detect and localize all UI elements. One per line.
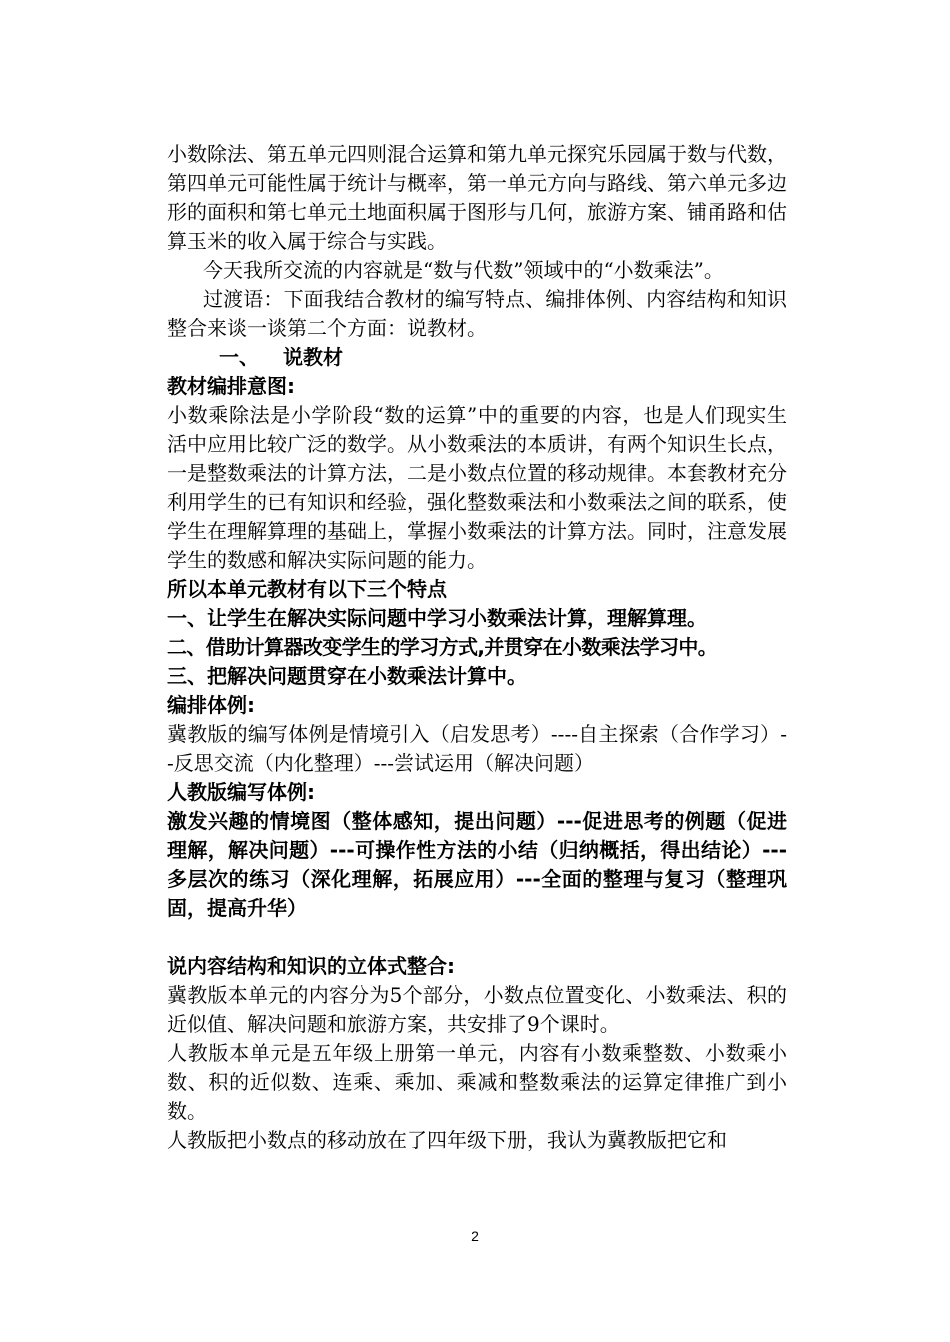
pep-style-body: 激发兴趣的情境图（整体感知，提出问题）---促进思考的例题（促进理解，解决问题）---可操作性方法的小结（归纳概括，得出结论）---多层次的练习（深化理解，拓展应用）---全面的整理与复习（整理巩固，提高升华）	[167, 809, 787, 920]
document-body	[167, 140, 787, 1155]
page-number: 2	[471, 1228, 479, 1244]
structure-paragraph-1: 冀教版本单元的内容分为5个部分，小数点位置变化、小数乘法、积的近似值、解决问题和旅游方案，共安排了9个课时。	[167, 983, 787, 1036]
layout-style-body: 冀教版的编写体例是情境引入（启发思考）----自主探索（合作学习）--反思交流（内化整理）---尝试运用（解决问题）	[167, 722, 787, 775]
feature-item-1: 一、让学生在解决实际问题中学习小数乘法计算，理解算理。	[167, 606, 707, 630]
paragraph-transition: 过渡语：下面我结合教材的编写特点、编排体例、内容结构和知识整合来谈一谈第二个方面：说教材。	[167, 287, 787, 340]
structure-paragraph-2: 人教版本单元是五年级上册第一单元，内容有小数乘整数、小数乘小数、积的近似数、连乘、乘加、乘减和整数乘法的运算定律推广到小数。	[167, 1041, 787, 1123]
structure-heading: 说内容结构和知识的立体式整合:	[167, 954, 455, 978]
structure-paragraph-3: 人教版把小数点的移动放在了四年级下册，我认为冀教版把它和	[167, 1128, 727, 1152]
design-intent-body: 小数乘除法是小学阶段“数的运算”中的重要的内容，也是人们现实生活中应用比较广泛的数学。从小数乘法的本质讲，有两个知识生长点，一是整数乘法的计算方法，二是小数点位置的移动规律。本套教材充分利用学生的已有知识和经验，强化整数乘法和小数乘法之间的联系，使学生在理解算理的基础上，掌握小数乘法的计算方法。同时，注意发展学生的数感和解决实际问题的能力。	[167, 403, 787, 572]
feature-item-3: 三、把解决问题贯穿在小数乘法计算中。	[167, 664, 527, 688]
design-intent-heading: 教材编排意图:	[167, 374, 295, 398]
paragraph-topic: 今天我所交流的内容就是“数与代数”领域中的“小数乘法”。	[203, 258, 724, 282]
features-heading: 所以本单元教材有以下三个特点	[167, 577, 447, 601]
section-title: 说教材	[283, 345, 343, 369]
section-heading	[167, 343, 787, 372]
blank-line	[167, 923, 787, 952]
section-number: 一、	[219, 345, 259, 369]
paragraph-unit-classification: 小数除法、第五单元四则混合运算和第九单元探究乐园属于数与代数，第四单元可能性属于统计与概率，第一单元方向与路线、第六单元多边形的面积和第七单元土地面积属于图形与几何，旅游方案、铺甬路和估算玉米的收入属于综合与实践。	[167, 142, 787, 253]
pep-style-heading: 人教版编写体例:	[167, 780, 315, 804]
feature-item-2: 二、借助计算器改变学生的学习方式,并贯穿在小数乘法学习中。	[167, 635, 718, 659]
layout-style-heading: 编排体例:	[167, 693, 255, 717]
